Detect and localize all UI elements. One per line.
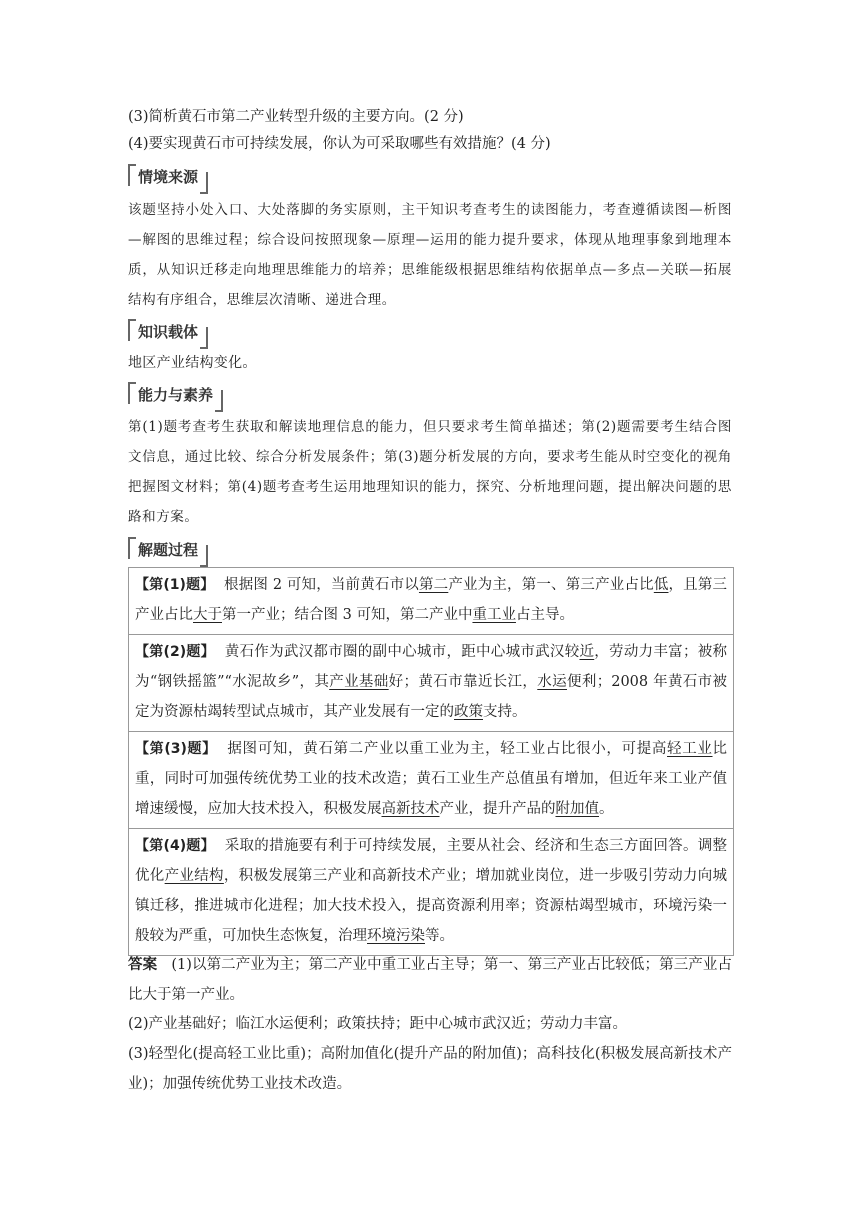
section-header-knowledge: 知识载体 [128, 321, 208, 343]
answer-2: (2)产业基础好；临江水运便利；政策扶持；距中心城市武汉近；劳动力丰富。 [128, 1016, 628, 1032]
key-term: 环境污染 [367, 928, 425, 944]
process-text: 等。 [425, 928, 454, 944]
solution-process-table [128, 567, 734, 956]
process-item-3 [129, 732, 733, 829]
key-term: 产业结构 [164, 868, 224, 884]
section-header-source: 情境来源 [128, 166, 208, 188]
process-text: 据图可知，黄石第二产业以重工业为主，轻工业占比很小，可提高 [227, 741, 668, 757]
process-item-1 [129, 568, 733, 635]
process-text: 根据图 2 可知，当前黄石市以 [224, 577, 419, 593]
key-term: 重工业 [472, 607, 516, 623]
process-text: ，劳动力丰富；被称为“钢铁摇篮”“水泥故乡”，其 [135, 644, 728, 690]
answer-1 [128, 950, 732, 1010]
process-text: 第一产业；结合图 3 可知，第二产业中 [222, 607, 473, 623]
process-item-4 [129, 829, 733, 955]
process-tag: 【第(3)题】 [135, 741, 217, 757]
source-paragraph: 该题坚持小处入口、大处落脚的务实原则，主干知识考查考生的读图能力，考查遵循读图—析图—解图的思维过程；综合设问按照现象—原理—运用的能力提升要求，体现从地理事象到地理本质，从知识迁移走向地理思维能力的培养；思维能级根据思维结构依据单点—多点—关联—拓展结构有序组合，思维层次清晰、递进合理。 [128, 202, 732, 308]
process-text: 支持。 [483, 704, 527, 720]
process-text: ，且第三产业占比 [135, 577, 728, 623]
process-text: 黄石作为武汉都市圈的副中心城市，距中心城市武汉较 [224, 644, 580, 660]
section-header-ability: 能力与素养 [128, 384, 223, 406]
section-header-process: 解题过程 [128, 539, 208, 561]
process-tag: 【第(4)题】 [135, 838, 215, 854]
knowledge-paragraph: 地区产业结构变化。 [128, 355, 257, 371]
process-text: 比重，同时可加强传统优势工业的技术改造；黄石工业生产总值虽有增加，但近年来工业产值增速缓慢，应加大技术投入，积极发展 [135, 741, 728, 817]
ability-paragraph: 第(1)题考查考生获取和解读地理信息的能力，但只要求考生简单描述；第(2)题需要考生结合图文信息，通过比较、综合分析发展条件；第(3)题分析发展的方向，要求考生能从时空变化的视角把握图文材料；第(4)题考查考生运用地理知识的能力，探究、分析地理问题，提出解决问题的思路和方案。 [128, 419, 732, 525]
process-text: 产业，提升产品的 [439, 801, 556, 817]
question-3: (3)简析黄石市第二产业转型升级的主要方向。(2 分) [128, 109, 464, 125]
key-term: 第二 [418, 577, 449, 593]
process-tag: 【第(2)题】 [135, 644, 215, 660]
process-text: 占主导。 [515, 607, 574, 623]
process-text: 便利；2008 年黄石市被定为资源枯竭转型试点城市，其产业发展有一定的 [135, 674, 728, 720]
process-text: 。 [599, 801, 614, 817]
key-term: 附加值 [555, 801, 599, 817]
process-item-2 [129, 635, 733, 732]
answer-label: 答案 [128, 957, 158, 973]
key-term: 水运 [537, 674, 567, 690]
key-term: 近 [579, 644, 595, 660]
process-text: ，积极发展第三产业和高新技术产业；增加就业岗位，进一步吸引劳动力向城镇迁移，推进城市化进程；加大技术投入，提高资源利用率；资源枯竭型城市，环境污染一般较为严重，可加快生态恢复，治理 [135, 868, 728, 944]
process-tag: 【第(1)题】 [135, 577, 215, 593]
key-term: 产业基础 [329, 674, 389, 690]
key-term: 高新技术 [381, 801, 440, 817]
key-term: 低 [653, 577, 669, 593]
key-term: 大于 [193, 607, 222, 623]
answer-3: (3)轻型化(提高轻工业比重)；高附加值化(提升产品的附加值)；高科技化(积极发展高新技术产业)；加强传统优势工业技术改造。 [128, 1046, 732, 1092]
answer-1-text: (1)以第二产业为主；第二产业中重工业占主导；第一、第三产业占比较低；第三产业占比大于第一产业。 [128, 957, 732, 1003]
process-text: 采取的措施要有利于可持续发展，主要从社会、经济和生态三方面回答。调整优化 [135, 838, 727, 884]
key-term: 轻工业 [667, 741, 713, 757]
question-4: (4)要实现黄石市可持续发展，你认为可采取哪些有效措施？(4 分) [128, 136, 551, 152]
key-term: 政策 [454, 704, 483, 720]
process-text: 产业为主，第一、第三产业占比 [448, 577, 654, 593]
process-text: 好；黄石市靠近长江， [388, 674, 538, 690]
